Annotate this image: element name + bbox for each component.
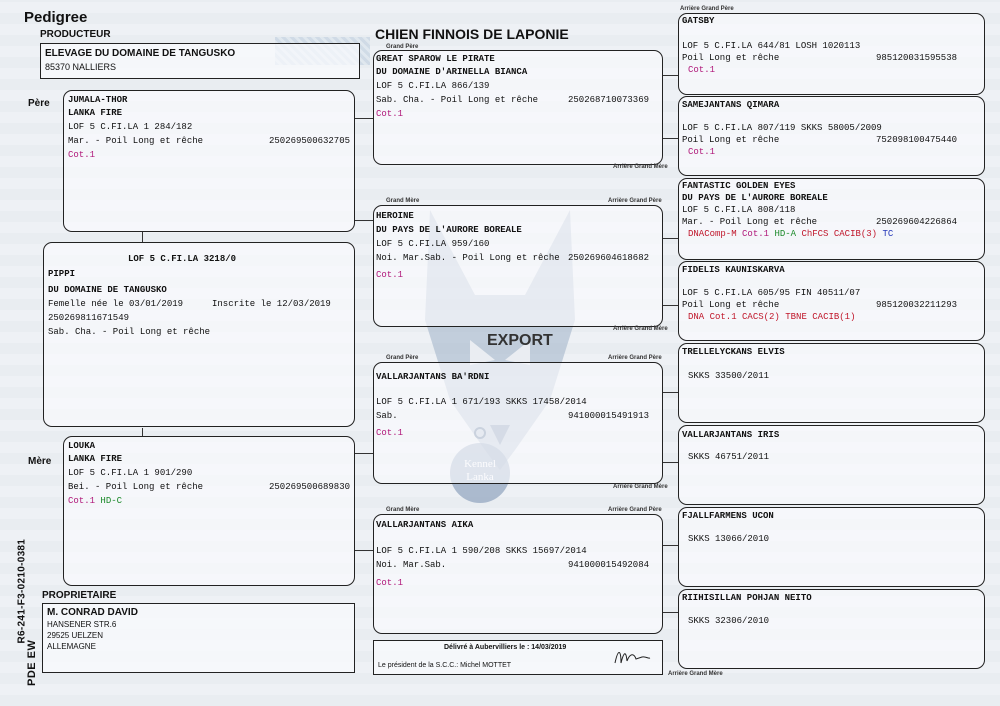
gm2-cot: Cot.1: [376, 578, 404, 588]
gp1-affix: DU DOMAINE D'ARINELLA BIANCA: [376, 67, 528, 77]
grandmother1-box: [373, 205, 663, 327]
a2-name: SAMEJANTANS QIMARA: [682, 100, 780, 110]
gp2-name: VALLARJANTANS BA'RDNI: [376, 372, 490, 382]
agm3-label: Arrière Grand Mère: [613, 484, 668, 490]
ancestor5-box: [678, 343, 985, 423]
owner-street: HANSENER STR.6: [47, 620, 117, 629]
dog-inscription: Inscrite le 12/03/2019: [212, 299, 331, 309]
agp1-label: Arrière Grand Père: [680, 6, 734, 12]
dog-color: Sab. Cha. - Poil Long et rêche: [48, 327, 211, 337]
gp2-color: Sab.: [376, 411, 398, 421]
ancestor7-box: [678, 507, 985, 587]
father-name: JUMALA-THOR: [68, 95, 128, 105]
a3-affix: DU PAYS DE L'AURORE BOREALE: [682, 193, 828, 203]
ancestor6-box: [678, 425, 985, 505]
breed-title: CHIEN FINNOIS DE LAPONIE: [375, 26, 569, 42]
owner-label: PROPRIETAIRE: [42, 590, 117, 601]
document-code: R6-241-F3-0210-0381: [16, 538, 28, 644]
president-name: Le président de la S.C.C.: Michel MOTTET: [378, 662, 512, 669]
mother-chip: 250269500689830: [269, 482, 351, 492]
producer-address: 85370 NALLIERS: [45, 62, 117, 72]
gp2-lof: LOF 5 C.FI.LA 1 671/193 SKKS 17458/2014: [376, 397, 587, 407]
gp1-lof: LOF 5 C.FI.LA 866/139: [376, 81, 490, 91]
producer-name: ELEVAGE DU DOMAINE DE TANGUSKO: [45, 48, 236, 59]
a1-chip: 985120031595538: [876, 53, 958, 63]
gm1-color: Noi. Mar.Sab. - Poil Long et rêche: [376, 253, 560, 263]
gm2-name: VALLARJANTANS AIKA: [376, 520, 474, 530]
ancestor2-box: [678, 96, 985, 176]
gm1-cot: Cot.1: [376, 270, 404, 280]
producer-label: PRODUCTEUR: [40, 29, 111, 40]
gp1-chip: 250268710073369: [568, 95, 650, 105]
a5-reg: SKKS 33500/2011: [688, 371, 770, 381]
gp1-color: Sab. Cha. - Poil Long et rêche: [376, 95, 539, 105]
a3-lof: LOF 5 C.FI.LA 808/118: [682, 205, 796, 215]
agp4-label: Arrière Grand Père: [608, 507, 662, 513]
a2-cot: Cot.1: [688, 147, 716, 157]
owner-box: [42, 603, 355, 673]
dog-box: [43, 242, 355, 427]
mother-cot: Cot.1 HD-C: [68, 496, 123, 506]
owner-name: M. CONRAD DAVID: [47, 607, 138, 618]
agp3-label: Arrière Grand Père: [608, 355, 662, 361]
agp2-label: Arrière Grand Père: [608, 198, 662, 204]
a7-reg: SKKS 13066/2010: [688, 534, 770, 544]
a2-chip: 752098100475440: [876, 135, 958, 145]
dog-chip: 250269811671549: [48, 313, 130, 323]
a4-lof: LOF 5 C.FI.LA 605/95 FIN 40511/07: [682, 288, 861, 298]
grandfather1-box: [373, 50, 663, 165]
a7-name: FJALLFARMENS UCON: [682, 511, 774, 521]
a1-color: Poil Long et rêche: [682, 53, 780, 63]
a1-cot: Cot.1: [688, 65, 716, 75]
a8-name: RIIHISILLAN POHJAN NEITO: [682, 593, 812, 603]
grandmother2-box: [373, 514, 663, 634]
gp2-label: Grand Père: [386, 355, 419, 361]
agm1-label: Arrière Grand Mère: [613, 164, 668, 170]
a5-name: TRELLELYCKANS ELVIS: [682, 347, 785, 357]
a4-color: Poil Long et rêche: [682, 300, 780, 310]
delivery-box: [373, 640, 663, 675]
agm4-label: Arrière Grand Mère: [668, 671, 723, 677]
owner-country: ALLEMAGNE: [47, 642, 96, 651]
gm2-lof: LOF 5 C.FI.LA 1 590/208 SKKS 15697/2014: [376, 546, 587, 556]
gp1-cot: Cot.1: [376, 109, 404, 119]
gm2-chip: 941000015492084: [568, 560, 650, 570]
a6-name: VALLARJANTANS IRIS: [682, 430, 780, 440]
a3-chip: 250269604226864: [876, 217, 958, 227]
a2-color: Poil Long et rêche: [682, 135, 780, 145]
father-affix: LANKA FIRE: [68, 108, 123, 118]
a4-titles: DNA Cot.1 CACS(2) TBNE CACIB(1): [688, 312, 856, 322]
a3-titles: DNAComp-M Cot.1 HD-A ChFCS CACIB(3) TC: [688, 229, 894, 239]
a6-reg: SKKS 46751/2011: [688, 452, 770, 462]
gm1-chip: 250269604618682: [568, 253, 650, 263]
gp1-label: Grand Père: [386, 44, 419, 50]
father-cot: Cot.1: [68, 150, 96, 160]
gm2-color: Noi. Mar.Sab.: [376, 560, 447, 570]
a2-lof: LOF 5 C.FI.LA 807/119 SKKS 58005/2009: [682, 123, 882, 133]
mother-name: LOUKA: [68, 441, 96, 451]
export-watermark: EXPORT: [487, 332, 553, 349]
a3-color: Mar. - Poil Long et rêche: [682, 217, 818, 227]
ancestor1-box: [678, 13, 985, 95]
pde-code: PDE EW: [26, 639, 38, 686]
gp2-cot: Cot.1: [376, 428, 404, 438]
dog-name: PIPPI: [48, 269, 76, 279]
owner-city: 29525 UELZEN: [47, 631, 104, 640]
page-title: Pedigree: [24, 9, 88, 26]
gm1-affix: DU PAYS DE L'AURORE BOREALE: [376, 225, 522, 235]
mother-lof: LOF 5 C.FI.LA 1 901/290: [68, 468, 193, 478]
father-chip: 250269500632705: [269, 136, 351, 146]
gm1-name: HEROINE: [376, 211, 414, 221]
gp2-chip: 941000015491913: [568, 411, 650, 421]
a1-name: GATSBY: [682, 16, 715, 26]
dog-birth: Femelle née le 03/01/2019: [48, 299, 184, 309]
producer-box: [40, 43, 360, 79]
a1-lof: LOF 5 C.FI.LA 644/81 LOSH 1020113: [682, 41, 861, 51]
signature-icon: [612, 645, 652, 669]
a4-chip: 985120032211293: [876, 300, 958, 310]
ancestor3-box: [678, 178, 985, 260]
a3-name: FANTASTIC GOLDEN EYES: [682, 181, 796, 191]
father-color: Mar. - Poil Long et rêche: [68, 136, 204, 146]
gm1-label: Grand Mère: [386, 198, 420, 204]
gm2-label: Grand Mère: [386, 507, 420, 513]
a4-name: FIDELIS KAUNISKARVA: [682, 265, 785, 275]
gm1-lof: LOF 5 C.FI.LA 959/160: [376, 239, 490, 249]
a8-reg: SKKS 32306/2010: [688, 616, 770, 626]
mother-affix: LANKA FIRE: [68, 454, 123, 464]
agm2-label: Arrière Grand Mère: [613, 326, 668, 332]
ancestor4-box: [678, 261, 985, 341]
gp1-name: GREAT SPAROW LE PIRATE: [376, 54, 495, 64]
dog-lof: LOF 5 C.FI.LA 3218/0: [128, 254, 237, 264]
father-lof: LOF 5 C.FI.LA 1 284/182: [68, 122, 193, 132]
pere-label: Père: [28, 98, 50, 109]
father-box: [63, 90, 355, 232]
mother-box: [63, 436, 355, 586]
mother-color: Bei. - Poil Long et rêche: [68, 482, 204, 492]
ancestor8-box: [678, 589, 985, 669]
dog-affix: DU DOMAINE DE TANGUSKO: [48, 285, 167, 295]
grandfather2-box: [373, 362, 663, 484]
delivery-date: Délivré à Aubervilliers le : 14/03/2019: [444, 644, 567, 651]
mere-label: Mère: [28, 456, 52, 467]
